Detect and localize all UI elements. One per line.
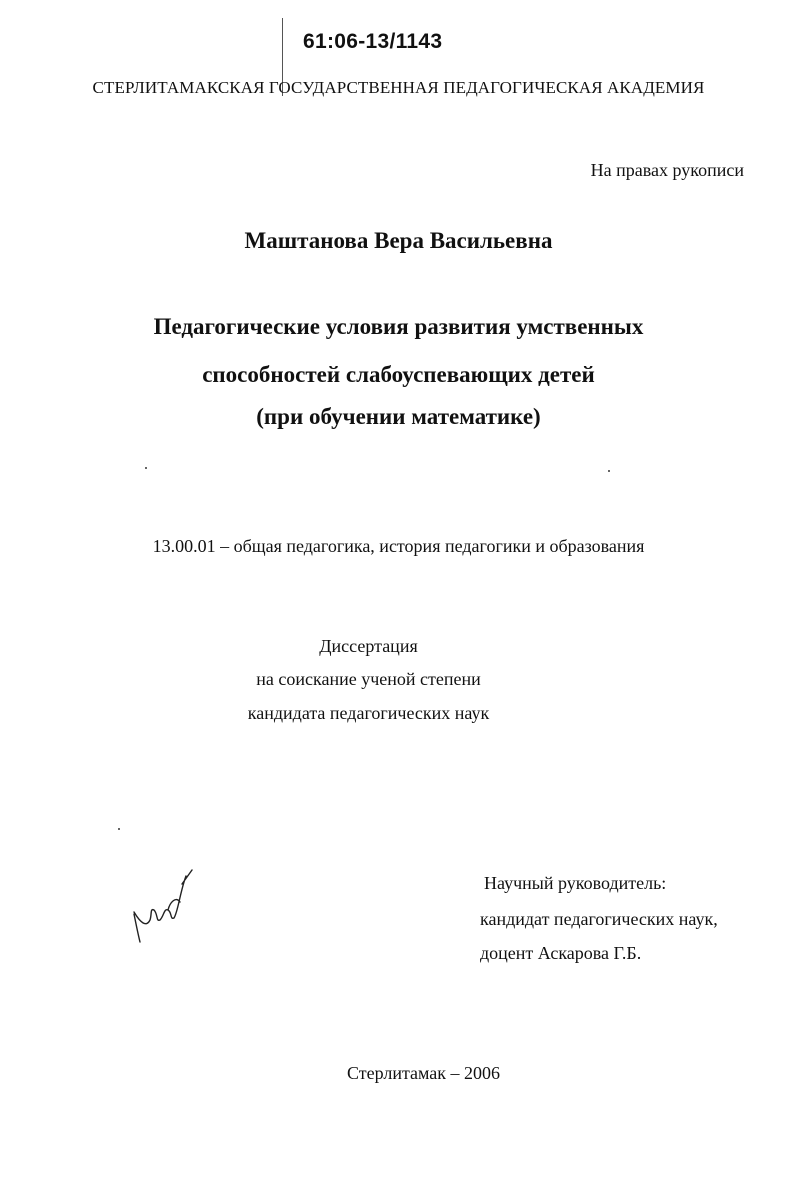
title-line-2: способностей слабоуспевающих детей: [202, 362, 595, 387]
author-name: Маштанова Вера Васильевна: [244, 228, 553, 253]
advisor-degree: кандидат педагогических наук,: [480, 909, 718, 929]
advisor-name: доцент Аскарова Г.Б.: [480, 943, 642, 963]
title-line-3: (при обучении математике): [256, 404, 541, 429]
handwritten-signature: [120, 862, 200, 952]
scan-speck: [118, 828, 120, 830]
advisor-label: Научный руководитель:: [484, 873, 667, 893]
city-year: Стерлитамак – 2006: [346, 1063, 501, 1083]
dissertation-line-3: кандидата педагогических наук: [247, 703, 490, 723]
catalog-number: 61:06-13/1143: [303, 30, 443, 53]
scan-speck: [608, 470, 610, 472]
specialty-code: 13.00.01 – общая педагогика, история педагогики и образования: [152, 536, 645, 556]
manuscript-note: На правах рукописи: [590, 160, 744, 180]
dissertation-line-2: на соискание ученой степени: [256, 669, 481, 689]
dissertation-line-1: Диссертация: [319, 636, 418, 656]
title-line-1: Педагогические условия развития умственных: [153, 314, 644, 339]
institution-name: СТЕРЛИТАМАКСКАЯ ГОСУДАРСТВЕННАЯ ПЕДАГОГИЧЕСКАЯ АКАДЕМИЯ: [92, 78, 705, 97]
scan-speck: [145, 467, 147, 469]
